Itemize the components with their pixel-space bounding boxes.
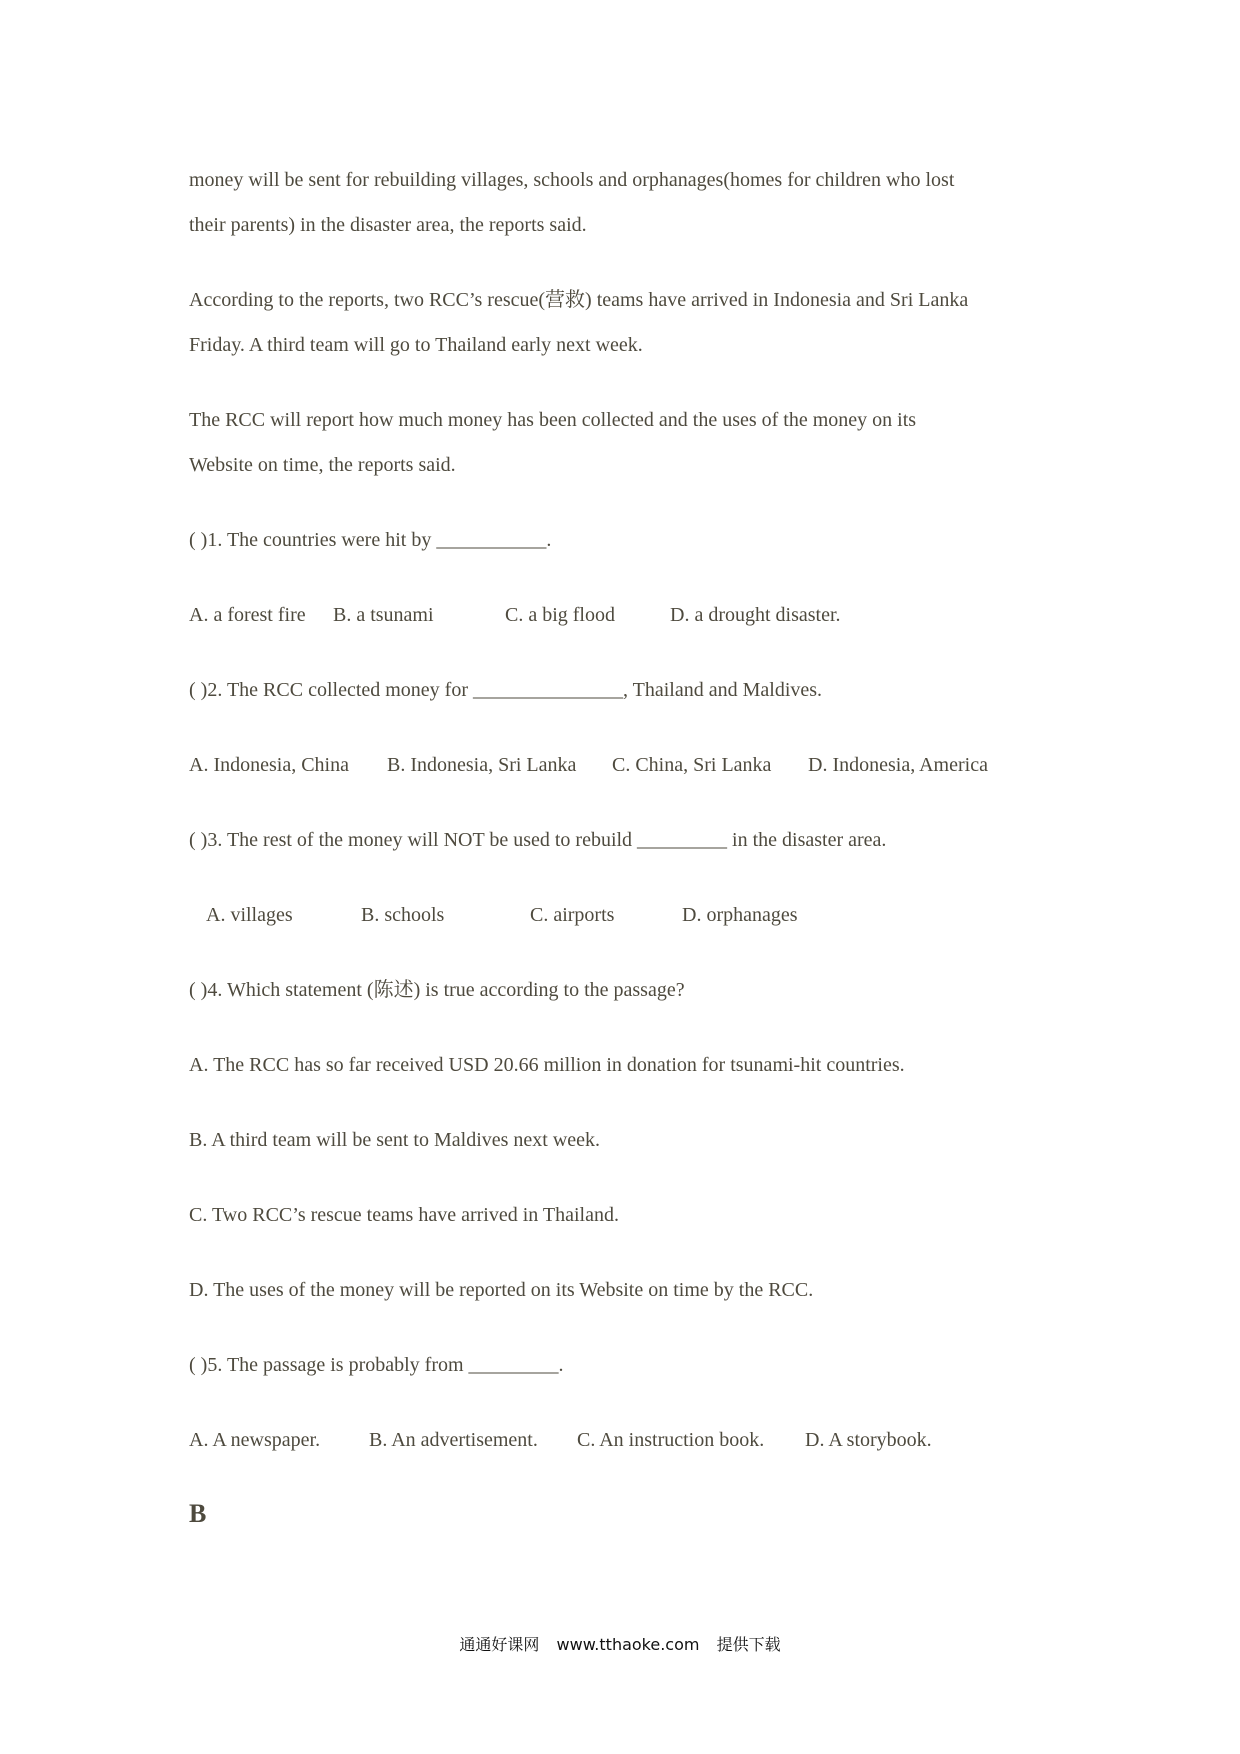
footer-site-name: 通通好课网 [459,1635,540,1654]
question-2-options [189,751,988,779]
question-1-options [189,601,841,629]
option-b: B. An advertisement. [369,1429,538,1451]
option-d: D. orphanages [682,904,798,926]
option-d: D. Indonesia, America [808,754,988,776]
question-3-options [206,901,798,929]
section-heading: B [189,1499,207,1528]
question-4-option-b: B. A third team will be sent to Maldives next week. [189,1129,601,1151]
paragraph-line: The RCC will report how much money has been collected and the uses of the money on its [189,409,917,431]
option-a: A. villages [206,904,293,926]
question-4-option-d: D. The uses of the money will be reported on its Website on time by the RCC. [189,1279,814,1301]
question-3-stem: ( )3. The rest of the money will NOT be used to rebuild _________ in the disaster area. [189,829,887,851]
option-c: C. China, Sri Lanka [612,754,772,776]
question-5-stem: ( )5. The passage is probably from _________. [189,1354,564,1376]
paragraph-line: their parents) in the disaster area, the reports said. [189,214,587,236]
option-a: A. Indonesia, China [189,754,349,776]
paragraph-line: Friday. A third team will go to Thailand early next week. [189,334,643,356]
option-b: B. schools [361,904,445,926]
option-b: B. Indonesia, Sri Lanka [387,754,577,776]
option-b: B. a tsunami [333,604,434,626]
option-c: C. airports [530,904,615,926]
option-c: C. a big flood [505,604,615,626]
option-a: A. a forest fire [189,604,306,626]
paragraph-line: money will be sent for rebuilding villages, schools and orphanages(homes for children who lost [189,169,955,191]
paragraph-line: Website on time, the reports said. [189,454,456,476]
question-1-stem: ( )1. The countries were hit by ___________. [189,529,552,551]
option-d: D. a drought disaster. [670,604,841,626]
option-a: A. A newspaper. [189,1429,321,1451]
question-4-option-c: C. Two RCC’s rescue teams have arrived in Thailand. [189,1204,619,1226]
footer-url: www.tthaoke.com [556,1635,700,1654]
paragraph-line: According to the reports, two RCC’s rescue(营救) teams have arrived in Indonesia and Sri Lanka [189,289,969,311]
question-4-option-a: A. The RCC has so far received USD 20.66 million in donation for tsunami-hit countries. [189,1054,905,1076]
footer-note: 提供下载 [716,1635,781,1654]
question-5-options [189,1426,932,1454]
question-2-stem: ( )2. The RCC collected money for _______________, Thailand and Maldives. [189,679,823,701]
option-c: C. An instruction book. [577,1429,765,1451]
page-footer [0,1632,1240,1655]
question-4-stem: ( )4. Which statement (陈述) is true according to the passage? [189,979,685,1001]
option-d: D. A storybook. [805,1429,932,1451]
